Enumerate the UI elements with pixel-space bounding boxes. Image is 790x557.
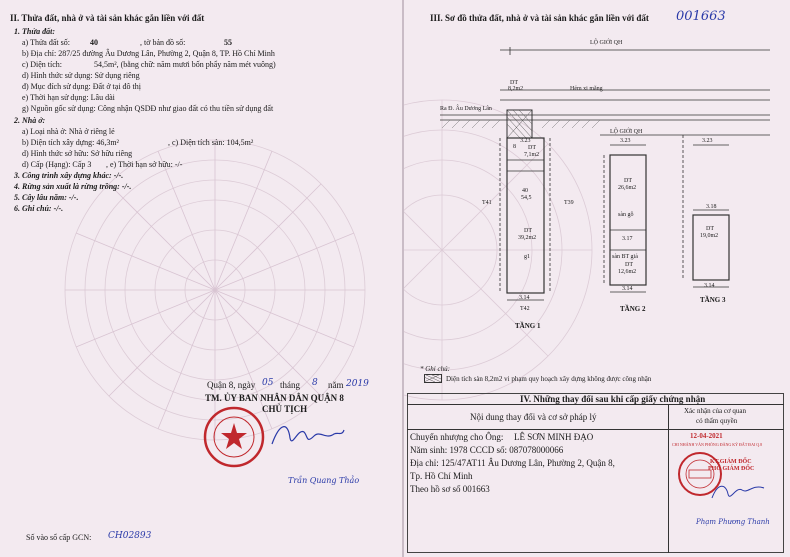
use-origin: g) Nguồn gốc sử dụng: Công nhận QSDĐ như giao đất có thu tiền sử dụng đất <box>22 104 274 113</box>
site-plan-diagram <box>430 30 780 330</box>
road-label-top: LỘ GIỚI QH <box>590 40 623 46</box>
note-label: * Ghi chú: <box>420 365 450 373</box>
f1-dim-bottom: 3.14 <box>519 295 530 301</box>
issue-year: 2019 <box>346 379 369 389</box>
signer-name: Trần Quang Thảo <box>288 476 360 485</box>
f2-dt3: DT <box>625 262 633 268</box>
floor-2-label: TẦNG 2 <box>620 305 646 313</box>
change-line-5: Theo hồ sơ số 001663 <box>410 484 490 494</box>
issue-year-label: năm <box>328 380 344 390</box>
issue-month: 8 <box>312 378 318 388</box>
f1-dt1-value: 7,1m2 <box>524 152 540 158</box>
alley-label: Hẻm xi măng <box>570 86 603 92</box>
document-number: 001663 <box>676 9 726 24</box>
change-line-1-label: Chuyển nhượng cho Ông: <box>410 432 504 442</box>
map-sheet-value: 55 <box>224 38 232 47</box>
notes: 6. Ghi chú: -/-. <box>14 204 64 213</box>
use-term: e) Thời hạn sử dụng: Lâu dài <box>22 93 115 102</box>
land-address: b) Địa chỉ: 287/25 đường Âu Dương Lân, Phường 2, Quận 8, TP. Hồ Chí Minh <box>22 49 275 58</box>
planted-forest: 4. Rừng sản xuất là rừng trồng: -/-. <box>14 182 132 191</box>
f3-dim: 3.18 <box>706 204 717 210</box>
table-header-divider <box>407 429 784 430</box>
road-label-mid: LỘ GIỚI QH <box>610 129 643 135</box>
hatched-legend-icon <box>424 374 442 383</box>
area-value: 54,5m², (bằng chữ: năm mươi bốn phẩy năm mét vuông) <box>94 60 276 69</box>
f1-a: 8 <box>513 144 516 150</box>
f3-dt-value: 19,0m2 <box>700 233 719 239</box>
note-text: Diện tích sàn 8,2m2 vi phạm quy hoạch xây dựng không được công nhận <box>446 375 652 383</box>
confirm-role-1: KT.GIÁM ĐỐC <box>710 459 752 465</box>
f2-dim: 3.17 <box>622 236 633 242</box>
land-heading: 1. Thửa đất: <box>14 27 56 36</box>
change-line-1-name: LÊ SƠN MINH ĐẠO <box>514 432 594 442</box>
section-2-title: II. Thửa đất, nhà ở và tài sản khác gắn liền với đất <box>10 13 205 23</box>
use-purpose: đ) Mục đích sử dụng: Đất ở tại đô thị <box>22 82 141 91</box>
f1-lot: 40 <box>522 188 528 194</box>
f2-dt-value: 26,6m2 <box>618 185 637 191</box>
col-header-confirm-a: Xác nhận của cơ quan <box>684 407 747 415</box>
f2-dim-bottom: 3.14 <box>622 286 633 292</box>
signature-chairman <box>268 414 348 454</box>
section-3-title: III. Sơ đồ thửa đất, nhà ở và tài sản khác gắn liền với đất <box>430 13 649 23</box>
house-type: a) Loại nhà ở: Nhà ở riêng lẻ <box>22 127 115 136</box>
f3-dt: DT <box>706 226 714 232</box>
issue-day: 05 <box>262 378 274 388</box>
f1-dt2: DT <box>524 228 532 234</box>
register-label: Số vào sổ cấp GCN: <box>26 533 92 542</box>
section-4-title: IV. Những thay đổi sau khi cấp giấy chứng nhận <box>520 394 706 404</box>
confirm-role-2: PHÓ GIÁM ĐỐC <box>708 466 755 472</box>
signature-deputy-director <box>708 478 768 504</box>
f1-label: g1 <box>524 254 530 260</box>
map-sheet-label: , tờ bản đồ số: <box>140 38 186 47</box>
ownership: d) Hình thức sở hữu: Sở hữu riêng <box>22 149 133 158</box>
change-line-4: Tp. Hồ Chí Minh <box>410 471 473 481</box>
parcel-value: 40 <box>90 38 98 47</box>
house-grade: d) Cấp (Hạng): Cấp 3 <box>22 160 92 169</box>
page-fold <box>402 0 404 557</box>
dt-top-value: 8,2m2 <box>508 86 524 92</box>
dim-top: 3.23 <box>520 138 531 144</box>
dim-t2-top: 3.23 <box>620 138 631 144</box>
floor-area: , c) Diện tích sàn: 104,5m² <box>168 138 254 147</box>
f2-floor: sàn gỗ <box>618 212 634 218</box>
col-header-content: Nội dung thay đổi và cơ sở pháp lý <box>470 412 597 422</box>
f2-dt3-value: 12,6m2 <box>618 269 637 275</box>
chairman-title: CHỦ TỊCH <box>262 404 308 414</box>
f2-dt: DT <box>624 178 632 184</box>
dim-t3-top: 3.23 <box>702 138 713 144</box>
f2-mezzanine: sàn BT giả <box>612 254 638 260</box>
area-label: c) Diện tích: <box>22 60 62 69</box>
register-value: CH02893 <box>108 531 152 541</box>
confirm-date: 12-04-2021 <box>690 432 723 440</box>
use-form: d) Hình thức sử dụng: Sử dụng riêng <box>22 71 140 80</box>
floor-3-label: TẦNG 3 <box>700 296 726 304</box>
house-heading: 2. Nhà ở: <box>14 116 46 125</box>
change-line-2: Năm sinh: 1978 CCCD số: 087078000066 <box>410 445 564 455</box>
issue-month-label: tháng <box>280 380 300 390</box>
dt-top-label: DT <box>510 80 518 86</box>
official-seal-stamp-left <box>202 405 266 469</box>
neighbor-t39: T39 <box>564 200 574 206</box>
parcel-label: a) Thửa đất số: <box>22 38 70 47</box>
f3-dim-bottom: 3.14 <box>704 283 715 289</box>
confirm-office: CHI NHÁNH VĂN PHÒNG ĐĂNG KÝ ĐẤT ĐAI Q.8 <box>672 442 763 447</box>
issue-date-prefix: Quận 8, ngày <box>207 380 256 390</box>
confirm-signer: Phạm Phương Thanh <box>696 518 770 526</box>
neighbor-t42: T42 <box>520 306 530 312</box>
other-works: 3. Công trình xây dựng khác: -/-. <box>14 171 124 180</box>
change-line-3: Địa chỉ: 125/47AT11 Âu Dương Lân, Phường 2, Quận 8, <box>410 458 615 468</box>
ownership-term: , e) Thời hạn sở hữu: -/- <box>106 160 183 169</box>
authority-title: TM. ỦY BAN NHÂN DÂN QUẬN 8 <box>205 393 344 403</box>
f1-lot-area: 54,5 <box>521 195 532 201</box>
table-column-divider <box>668 404 669 553</box>
f1-dt2-value: 39,2m2 <box>518 235 537 241</box>
toward-road-label: Ra Đ. Âu Dương Lân <box>440 106 492 112</box>
f1-dt1: DT <box>528 145 536 151</box>
perennial-trees: 5. Cây lâu năm: -/-. <box>14 193 79 202</box>
built-area: b) Diện tích xây dựng: 46,3m² <box>22 138 119 147</box>
neighbor-t41: T41 <box>482 200 492 206</box>
col-header-confirm-b: có thẩm quyền <box>696 417 738 425</box>
floor-1-label: TẦNG 1 <box>515 322 541 330</box>
